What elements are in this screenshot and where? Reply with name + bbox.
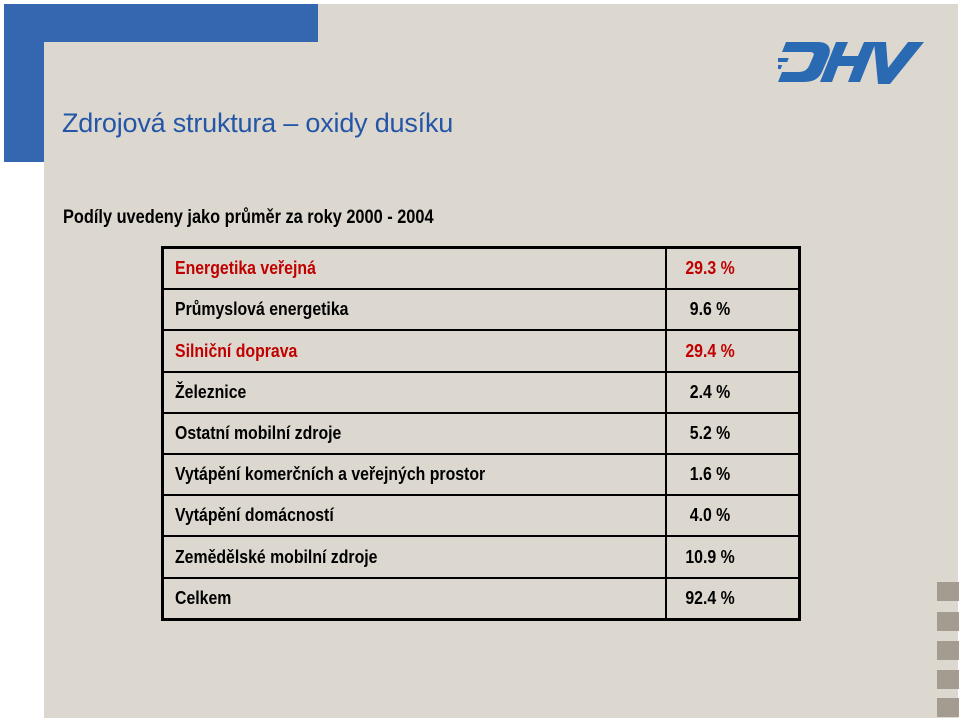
row-value [666, 536, 800, 577]
row-value [666, 289, 800, 330]
row-label [163, 248, 667, 290]
row-label-text: Vytápění komerčních a veřejných prostor [175, 464, 486, 485]
row-label-text: Celkem [175, 587, 232, 608]
table-row [163, 536, 800, 577]
page-subtitle: Podíly uvedeny jako průměr za roky 2000 - 2004 [63, 207, 434, 228]
table-row [163, 495, 800, 536]
background-panel-top [318, 4, 958, 42]
row-label-text: Silniční doprava [175, 340, 298, 361]
dhv-logo-icon [778, 38, 924, 88]
row-label [163, 454, 667, 495]
row-value [666, 413, 800, 454]
emissions-table [161, 246, 801, 621]
row-value-text: 4.0 % [689, 505, 731, 526]
row-value [666, 578, 800, 620]
row-value [666, 330, 800, 371]
table-row [163, 248, 800, 290]
row-value [666, 454, 800, 495]
row-value [666, 372, 800, 413]
row-value-text: 1.6 % [689, 464, 731, 485]
row-label-text: Průmyslová energetika [175, 299, 349, 320]
row-label [163, 372, 667, 413]
row-value-text: 10.9 % [685, 546, 735, 567]
decorative-square [937, 582, 959, 601]
row-label [163, 289, 667, 330]
row-label-text: Ostatní mobilní zdroje [175, 422, 342, 443]
row-label-text: Energetika veřejná [175, 258, 316, 279]
row-value-text: 92.4 % [685, 587, 735, 608]
row-label [163, 330, 667, 371]
row-label-text: Vytápění domácností [175, 505, 334, 526]
row-label [163, 495, 667, 536]
decorative-square [937, 641, 959, 660]
row-value-text: 29.4 % [685, 340, 735, 361]
decorative-square [937, 612, 959, 631]
table-row [163, 413, 800, 454]
table-row [163, 454, 800, 495]
decorative-square [937, 670, 959, 689]
row-label [163, 578, 667, 620]
row-value-text: 9.6 % [689, 299, 731, 320]
table-row [163, 578, 800, 620]
row-label-text: Zemědělské mobilní zdroje [175, 546, 378, 567]
row-label [163, 536, 667, 577]
table-row [163, 372, 800, 413]
table-row [163, 330, 800, 371]
row-label [163, 413, 667, 454]
page-title: Zdrojová struktura – oxidy dusíku [62, 108, 454, 138]
row-value-text: 2.4 % [689, 381, 731, 402]
row-label-text: Železnice [175, 381, 247, 402]
row-value [666, 248, 800, 290]
row-value-text: 29.3 % [685, 258, 735, 279]
decorative-square [937, 698, 959, 717]
row-value [666, 495, 800, 536]
row-value-text: 5.2 % [689, 422, 731, 443]
table-row [163, 289, 800, 330]
